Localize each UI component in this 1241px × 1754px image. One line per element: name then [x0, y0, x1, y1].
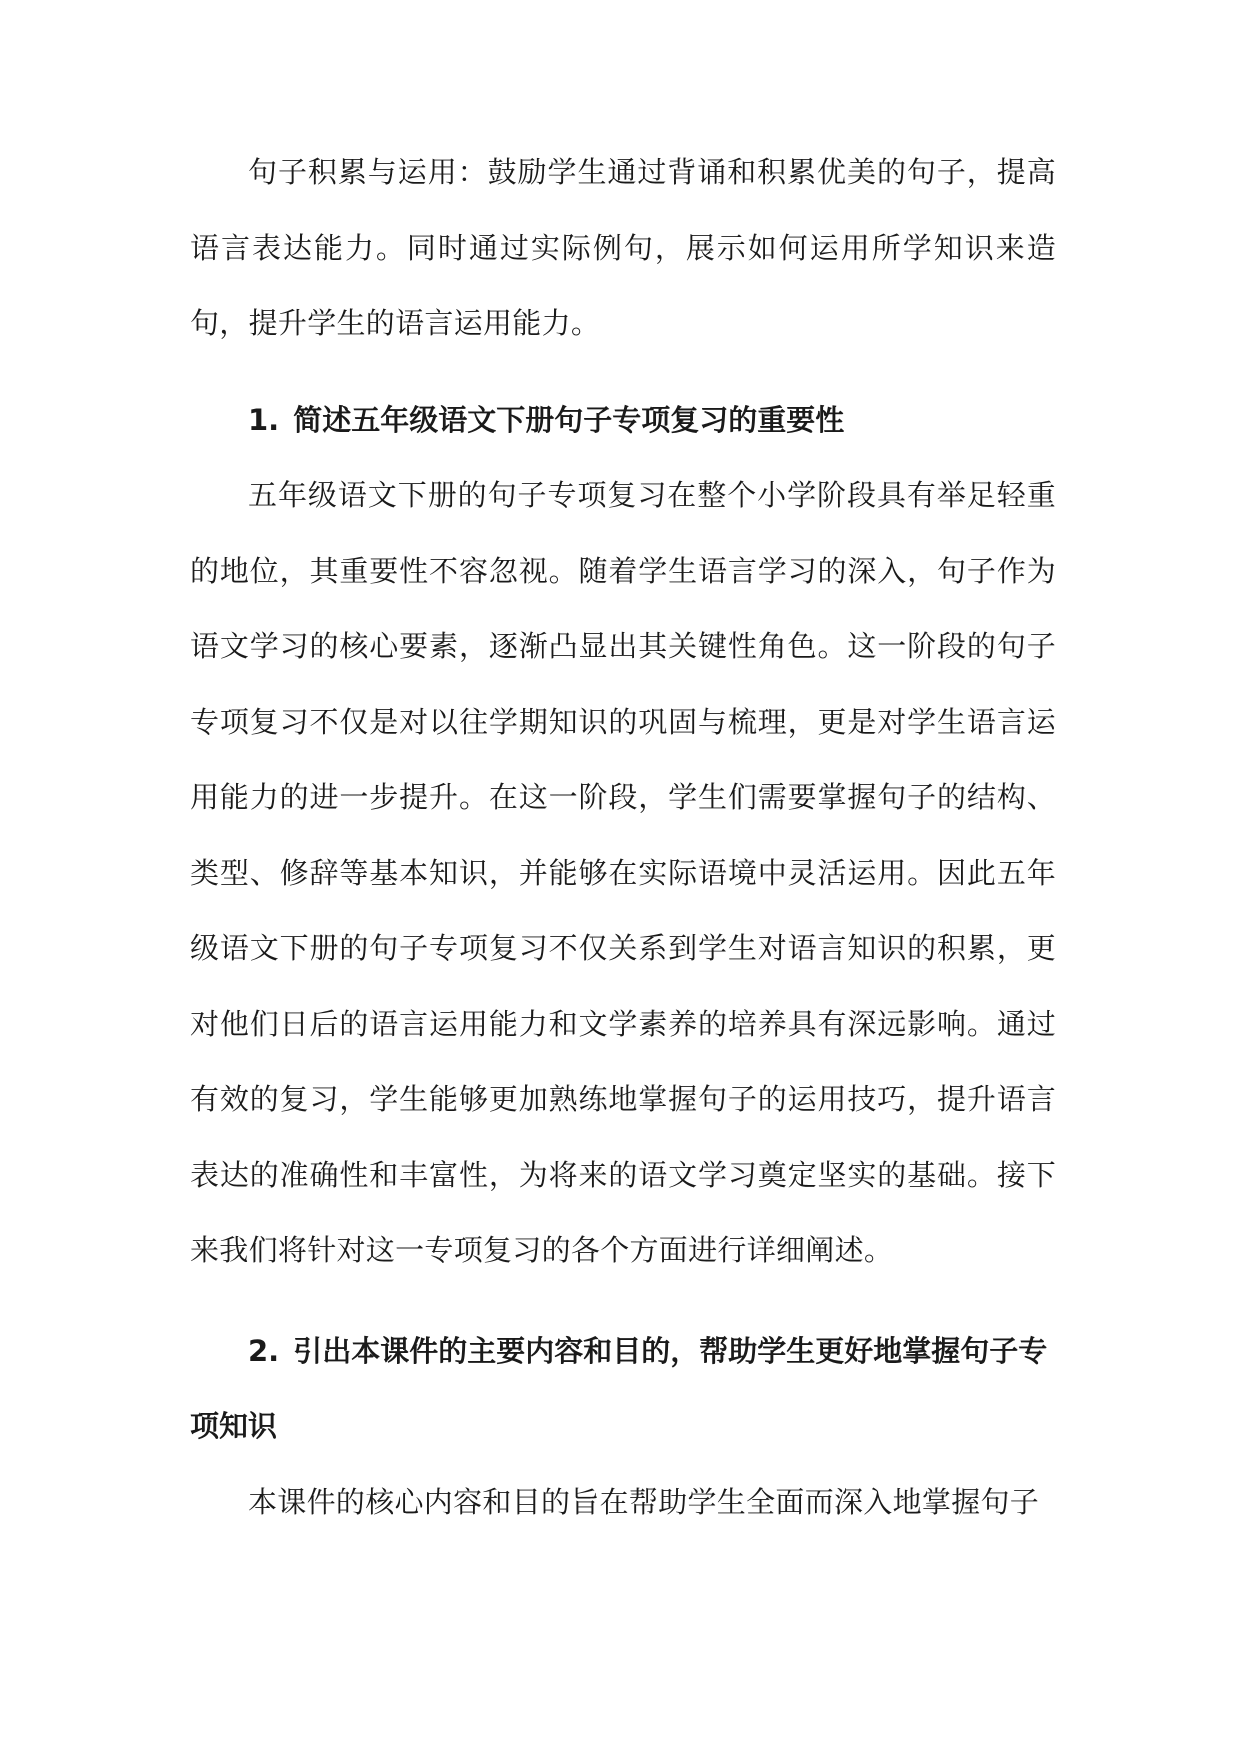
- section-number-1: 1.: [248, 402, 280, 437]
- paragraph-sentence-accumulation: 句子积累与运用：鼓励学生通过背诵和积累优美的句子，提高语言表达能力。同时通过实际例句，展示如何运用所学知识来造句，提升学生的语言运用能力。: [190, 155, 1056, 340]
- document-body: [190, 135, 1056, 1540]
- paragraph-importance: 五年级语文下册的句子专项复习在整个小学阶段具有举足轻重的地位，其重要性不容忽视。随着学生语言学习的深入，句子作为语文学习的核心要素，逐渐凸显出其关键性角色。这一阶段的句子专项复习不仅是对以往学期知识的巩固与梳理，更是对学生语言运用能力的进一步提升。在这一阶段，学生们需要掌握句子的结构、类型、修辞等基本知识，并能够在实际语境中灵活运用。因此五年级语文下册的句子专项复习不仅关系到学生对语言知识的积累，更对他们日后的语言运用能力和文学素养的培养具有深远影响。通过有效的复习，学生能够更加熟练地掌握句子的运用技巧，提升语言表达的准确性和丰富性，为将来的语文学习奠定坚实的基础。接下来我们将针对这一专项复习的各个方面进行详细阐述。: [190, 478, 1056, 1267]
- paragraph-courseware-purpose: 本课件的核心内容和目的旨在帮助学生全面而深入地掌握句子: [248, 1484, 1040, 1519]
- section-title-1: 简述五年级语文下册句子专项复习的重要性: [293, 402, 845, 437]
- section-heading-1: [190, 383, 1056, 459]
- section-heading-2: [190, 1314, 1056, 1465]
- section-title-2: 引出本课件的主要内容和目的，帮助学生更好地掌握句子专项知识: [190, 1333, 1048, 1443]
- section-number-2: 2.: [248, 1333, 280, 1368]
